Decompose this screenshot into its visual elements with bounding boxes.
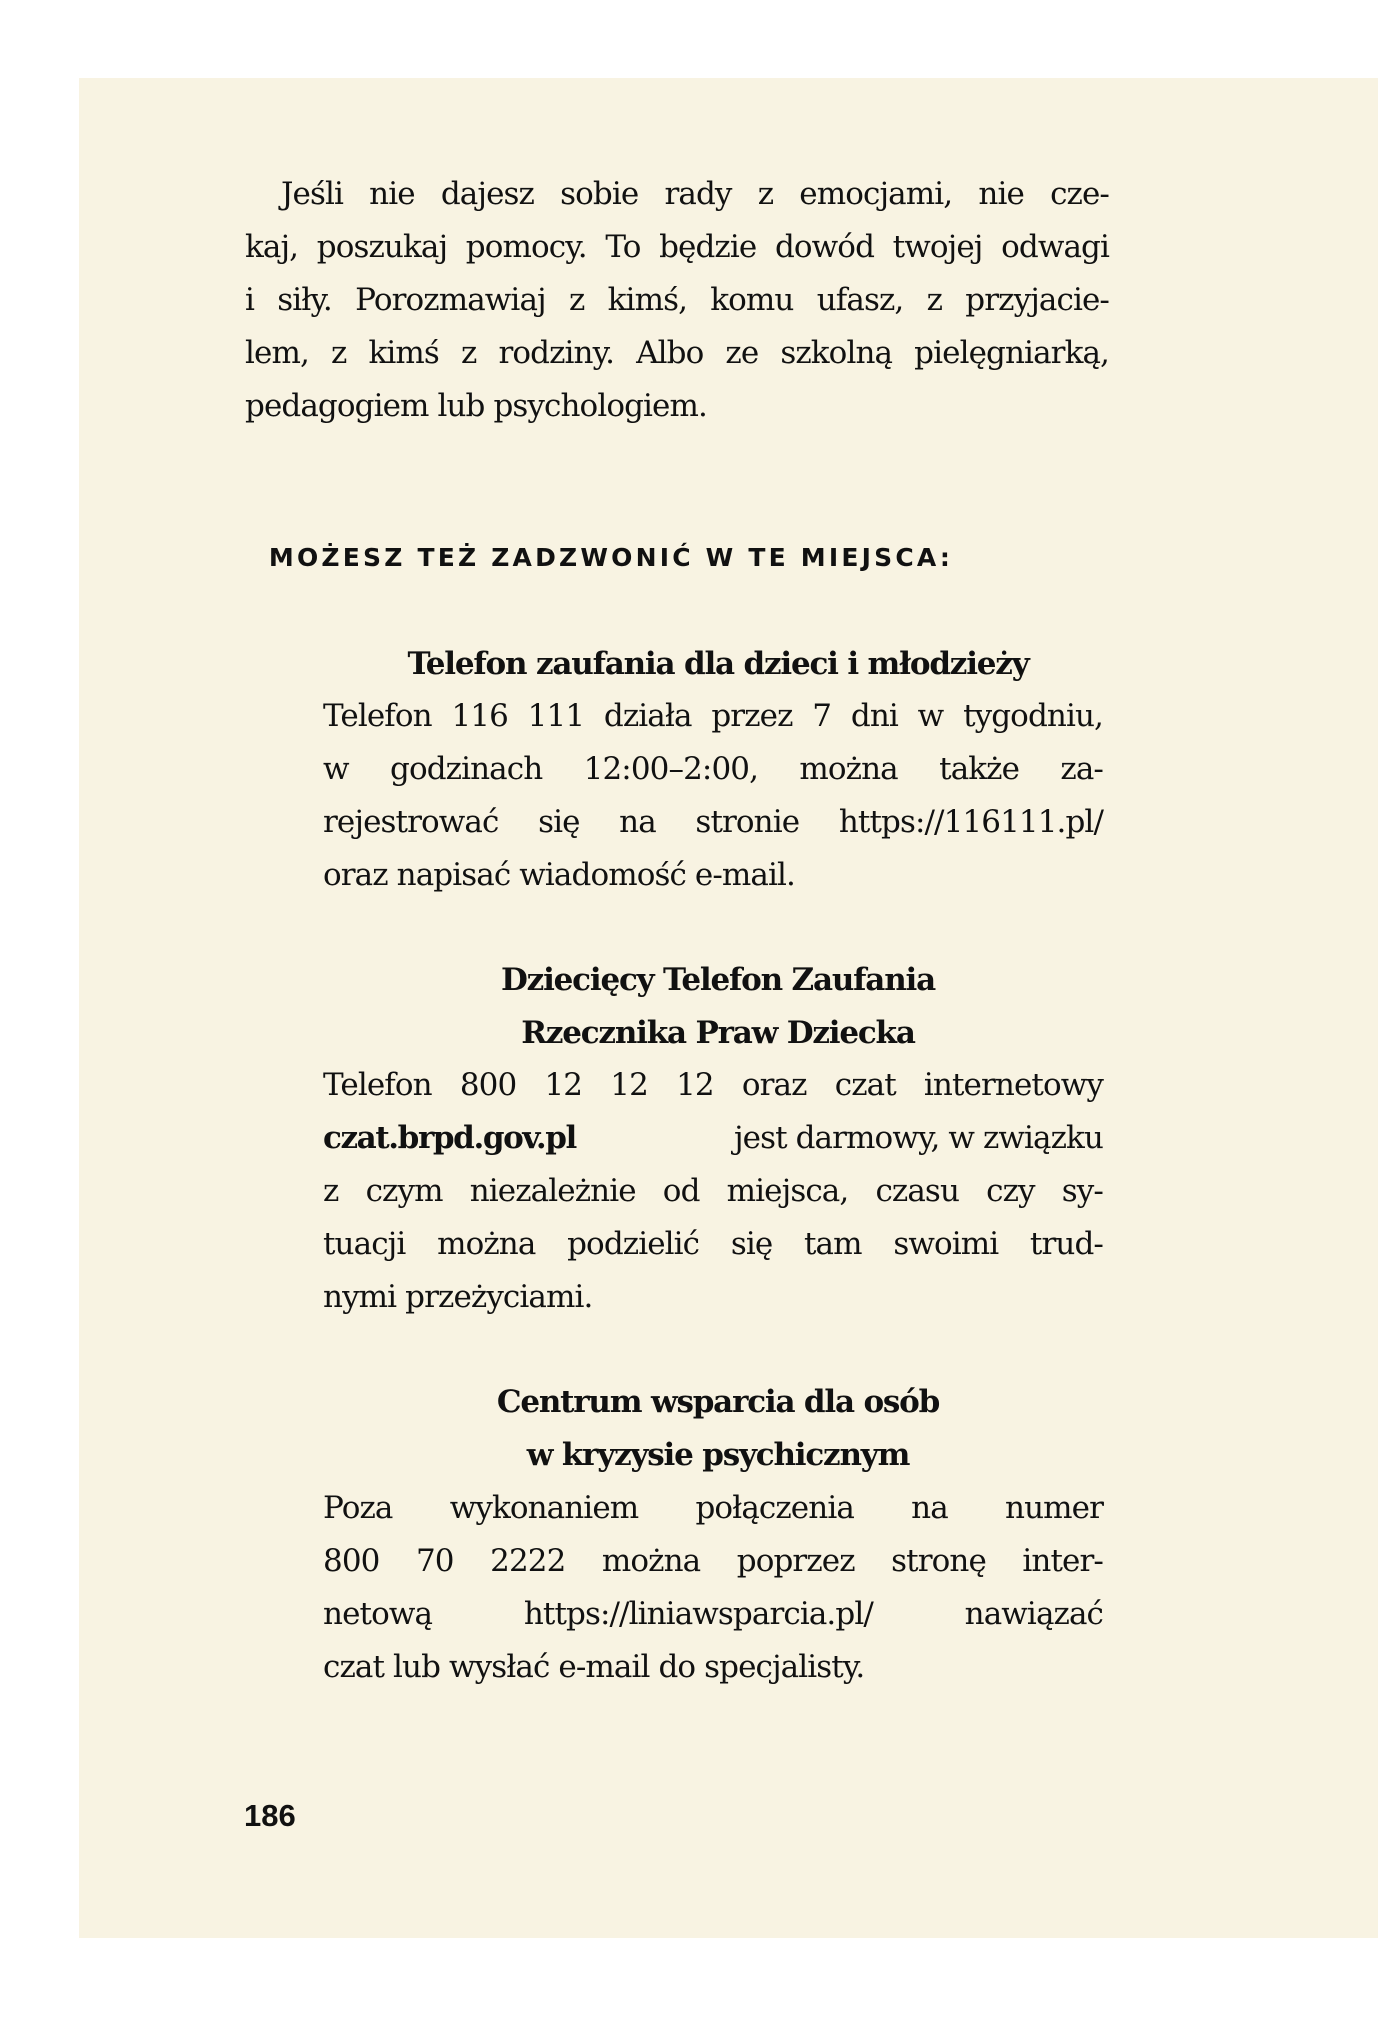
entry-body-line-with-link bbox=[323, 1118, 1103, 1158]
section-heading: MOŻESZ TEŻ ZADZWONIĆ W TE MIEJSCA: bbox=[268, 543, 954, 572]
entry-body-line: tuacji można podzielić się tam swoimi trud- bbox=[323, 1226, 1103, 1262]
entry-title: w kryzysie psychicznym bbox=[526, 1437, 910, 1473]
entry-body-line: oraz napisać wiadomość e-mail. bbox=[323, 857, 795, 893]
entry-body-line: w godzinach 12:00–2:00, można także za- bbox=[323, 751, 1103, 787]
entry-title: Centrum wsparcia dla osób bbox=[496, 1384, 940, 1420]
entry-title: Telefon zaufania dla dzieci i młodzieży bbox=[407, 646, 1029, 682]
page-number: 186 bbox=[244, 1798, 296, 1833]
entry-body-line: rejestrować się na stronie https://116111.pl/ bbox=[323, 804, 1103, 840]
intro-line: pedagogiem lub psychologiem. bbox=[245, 388, 707, 424]
book-page bbox=[79, 78, 1378, 1938]
intro-line: i siły. Porozmawiaj z kimś, komu ufasz, z przyjacie- bbox=[245, 282, 1109, 318]
entry-body-line: Telefon 116 111 działa przez 7 dni w tygodniu, bbox=[323, 698, 1103, 734]
entry-body-text: jest darmowy, w związku bbox=[733, 1120, 1103, 1156]
entry-body-line: netową https://liniawsparcia.pl/ nawiązać bbox=[323, 1596, 1103, 1632]
entry-body-line: Poza wykonaniem połączenia na numer bbox=[323, 1490, 1103, 1526]
entry-body-line: 800 70 2222 można poprzez stronę inter- bbox=[323, 1543, 1103, 1579]
chat-link[interactable]: czat.brpd.gov.pl bbox=[323, 1120, 576, 1156]
entry-body-line: z czym niezależnie od miejsca, czasu czy sy- bbox=[323, 1173, 1103, 1209]
entry-body-line: nymi przeżyciami. bbox=[323, 1279, 593, 1315]
entry-body-line: czat lub wysłać e-mail do specjalisty. bbox=[323, 1649, 865, 1685]
entry-body-line: Telefon 800 12 12 12 oraz czat internetowy bbox=[323, 1067, 1103, 1103]
entry-title: Dziecięcy Telefon Zaufania bbox=[501, 962, 935, 998]
intro-line: Jeśli nie dajesz sobie rady z emocjami, nie cze- bbox=[281, 176, 1109, 212]
intro-line: kaj, poszukaj pomocy. To będzie dowód twojej odwagi bbox=[245, 229, 1109, 265]
entry-title: Rzecznika Praw Dziecka bbox=[521, 1015, 915, 1051]
intro-line: lem, z kimś z rodziny. Albo ze szkolną pielęgniarką, bbox=[245, 335, 1109, 371]
